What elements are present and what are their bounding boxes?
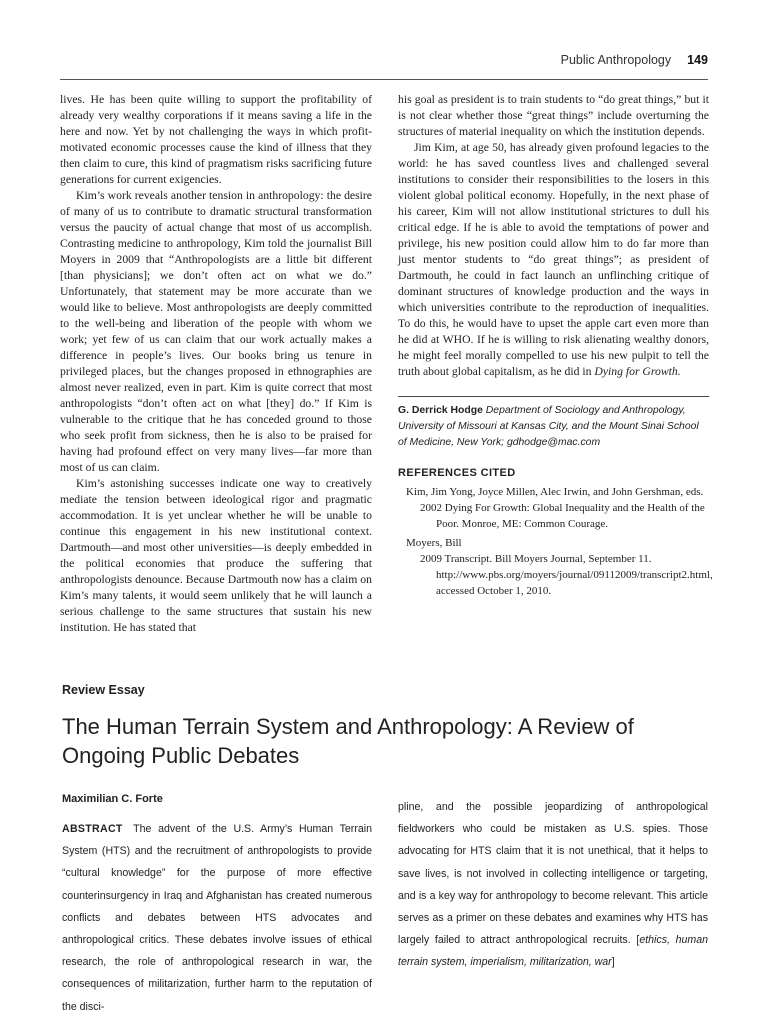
author-affiliation: Department of Sociology and Anthropology, University of Missouri at Kansas City, and the Mount Sinai School of Medicine, New York; gdhodge@mac.com [398, 405, 699, 448]
abstract-text: The advent of the U.S. Army’s Human Terrain System (HTS) and the recruitment of anthropologists to provide “cultural knowledge” for the purpose of more effective counterinsurgency in Iraq and Afghanistan has created numerous conflicts and debates between HTS advocates and anthropological critics. These debates involve issues of ethical research, the role of anthropological research in war, the consequences of militarization, further harm to the reputation of the disci- [62, 823, 372, 1013]
paragraph: his goal as president is to train students to “do great things,” but it is not clear whether those “great things” include overturning the structures of material inequality on which the institution depends. [398, 93, 709, 138]
running-title: Public Anthropology [560, 53, 672, 67]
left-column [60, 92, 372, 636]
book-title-italic: Dying for Growth. [594, 365, 681, 378]
running-header [561, 53, 708, 67]
abstract-label: ABSTRACT [62, 823, 123, 835]
reference-item [398, 535, 713, 599]
essay-author: Maximilian C. Forte [62, 793, 163, 805]
reference-item [398, 484, 709, 532]
reference-author: Moyers, Bill [406, 537, 462, 549]
keywords-open-bracket: [ [636, 934, 640, 947]
paragraph-text: Jim Kim, at age 50, has already given profound legacies to the world: he has saved countless lives and challenged several institutions to consider their responsibilities to the losers in this violent global political economy. Hopefully, in the next phase of his career, Kim will not allow institutional strictures to dull his critical edge. If he is able to avoid the temptations of power and privilege, his new position could allow him to do far more than just mentor students to “do great things”; as president of Dartmouth, he could in fact launch an unflinching critique of dominant structures of knowledge production and the ways in which universities contribute to the reproduction of inequalities. To do this, he would have to upset the apple cart even more than he did at WHO. If he is willing to risk alienating wealthy donors, he might feel morally compelled to use his new pulpit to tell the truth about global capitalism, as he did in [398, 141, 709, 378]
keywords-text: ethics, human terrain system, imperialism, militarization, war [398, 934, 708, 969]
page-number: 149 [687, 53, 708, 67]
paragraph: Kim’s work reveals another tension in anthropology: the desire of many of us to contribute to dramatic structural transformation versus the paucity of actual change that most of us accomplish. Contrasting medicine to anthropology, Kim told the journalist Bill Moyers in 2009 that “Anthropologists are a little bit different [than physicians]; we don’t often act on what we do.” Unfortunately, that statement may be more accurate than we would like to believe. Most anthropologists are deeply committed to the well-being and liberation of the people with whom we work; yet few of us can claim that our work actually makes a difference in people’s lives. Our books bring us tenure in privileged places, but the changes proposed in ethnographies are almost never realized, even in part. Kim is quite correct that most anthropologists “don’t often act on what [they] do.” If Kim is vulnerable to the critique that he has conceded ground to those who seek profit from sickness, then he is also to be praised for having had profound effect on very many lives—far more than most of us can claim. [60, 189, 372, 474]
header-rule [60, 79, 708, 80]
paragraph [398, 140, 709, 380]
review-essay-label: Review Essay [62, 683, 145, 697]
paragraph: lives. He has been quite willing to support the profitability of already very wealthy corporations if it means saving a life in the here and now. Yet by not challenging the ways in which profit-motivated economic processes cause the kind of illness that they then claim to cure, this kind of pragmatism risks sacrificing future generations for current exigencies. [60, 93, 372, 186]
author-name: G. Derrick Hodge [398, 405, 483, 416]
reference-author: Kim, Jim Yong, Joyce Millen, Alec Irwin, and John Gershman, eds. [406, 486, 704, 498]
right-column [398, 92, 713, 599]
author-block [398, 396, 709, 451]
keywords-close-bracket: ] [611, 956, 615, 969]
abstract-left [62, 818, 372, 1018]
essay-title: The Human Terrain System and Anthropology: A Review of Ongoing Public Debates [62, 714, 634, 768]
reference-entry: 2002 Dying For Growth: Global Inequality and the Health of the Poor. Monroe, ME: Common Courage. [420, 502, 705, 530]
references-heading: REFERENCES CITED [398, 467, 516, 479]
reference-entry: 2009 Transcript. Bill Moyers Journal, September 11. http://www.pbs.org/moyers/journal/09112009/transcript2.html, accessed October 1, 2010. [420, 553, 713, 597]
abstract-right [398, 796, 708, 974]
abstract-text: pline, and the possible jeopardizing of anthropological fieldworkers who could be mistaken as U.S. spies. Those advocating for HTS claim that it is not unethical, that it helps to save lives, is not involved in collecting intelligence or targeting, and is a key way for anthropology to become relevant. This article serves as a primer on these debates and examines why HTS has largely failed to attract anthropological recruits. [398, 801, 708, 947]
paragraph: Kim’s astonishing successes indicate one way to creatively mediate the tension between ideological rigor and pragmatic accommodation. It is yet unclear whether he will be unable to continue this engagement in his new institutional context. Dartmouth—and most other universities—is deeply embedded in the political economies that produce the suffering that anthropologists denounce. Because Dartmouth now has a claim on Kim’s many talents, it would seem unlikely that he will launch a serious challenge to the same structures that sustain his new institution. He has stated that [60, 477, 372, 634]
